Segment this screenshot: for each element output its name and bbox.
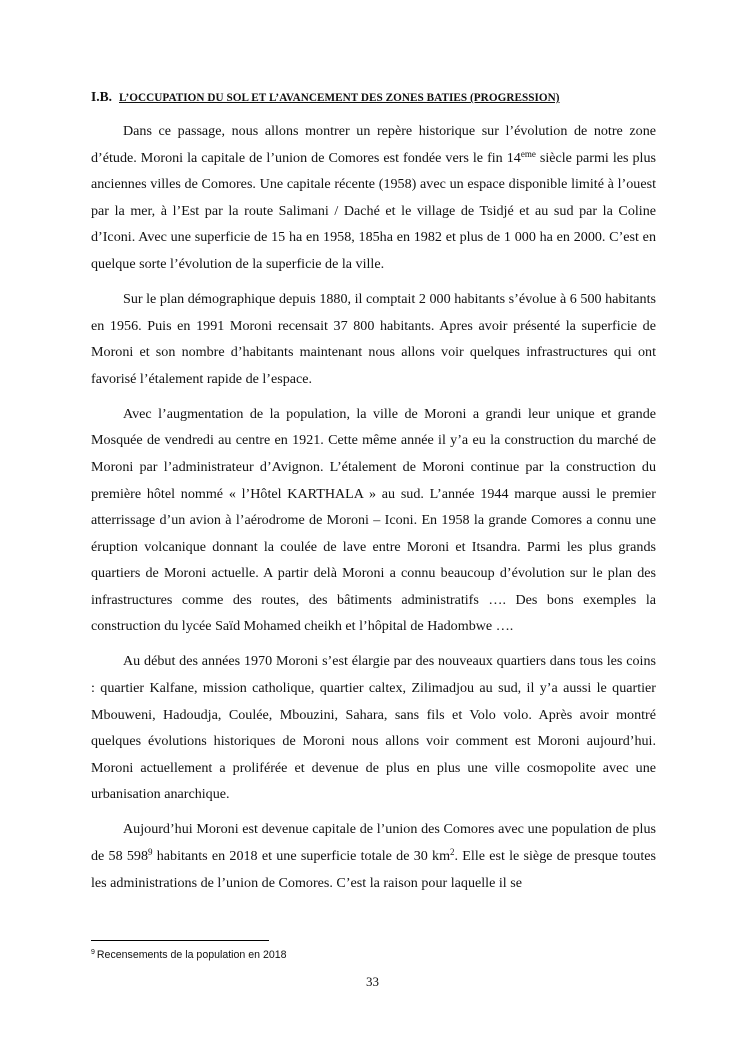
superscript-squared: 2 (450, 847, 455, 857)
paragraph-infrastructure: Avec l’augmentation de la population, la ville de Moroni a grandi leur unique et grande Mosquée de vendredi au centre en 1921. Cette même année il y’a eu la construction du marché de Moroni par l’administrateur d’Avignon. L’étalement de Moroni continue par la construction du première hôtel nommé « l’Hôtel KARTHALA » au sud. L’année 1944 marque aussi le premier atterrissage d’un avion à l’aérodrome de Moroni – Iconi. En 1958 la grande Comores a connu une éruption volcanique donnant la coulée de lave entre Moroni et Itsandra. Parmi les plus grands quartiers de Moroni actuelle. A partir delà Moroni a connu beaucoup d’évolution sur le plan des infrastructures comme des routes, des bâtiments administratifs …. Des bons exemples la construction du lycée Saïd Mohamed cheikh et l’hôpital de Hadombwe …. (91, 405, 656, 635)
superscript-eme: eme (520, 148, 536, 159)
paragraph-today-text-end: . Elle est le siège de presque toutes les administrations de l’union de Comores. C’est la raison pour laquelle il se (91, 848, 656, 891)
footnote-text: Recensements de la population en 2018 (96, 949, 287, 961)
paragraph-today-text: Aujourd’hui Moroni est devenue capitale de l’union des Comores avec une population de plus de 58 598 (91, 821, 656, 864)
page-number: 33 (366, 974, 379, 989)
paragraph-founding-text: Dans ce passage, nous allons montrer un repère historique sur l’évolution de notre zone d’étude. Moroni la capitale de l’union de Comores est fondée vers le fin 14 (91, 123, 656, 166)
paragraph-founding (91, 118, 656, 278)
footnote-separator (91, 940, 269, 941)
paragraph-demography: Sur le plan démographique depuis 1880, il comptait 2 000 habitants s’évolue à 6 500 habitants en 1956. Puis en 1991 Moroni recensait 37 800 habitants. Apres avoir présenté la superficie de Moroni et son nombre d’habitants maintenant nous allons voir quelques infrastructures qui ont favorisé l’étalement rapide de l’espace. (91, 290, 656, 387)
section-heading (91, 88, 661, 107)
footnote-reference: 9 (148, 847, 153, 857)
body-text (91, 118, 656, 905)
paragraph-today (91, 816, 656, 896)
paragraph-today-text-cont: habitants en 2018 et une superficie totale de 30 km (152, 848, 451, 864)
footnote-mark: 9 (91, 949, 95, 956)
section-number: I.B. (91, 89, 113, 104)
paragraph-founding-text-cont: siècle parmi les plus anciennes villes de Comores. Une capitale récente (1958) avec un espace disponible limité à l’ouest par la mer, à l’Est par la route Salimani / Daché et le village de Tsidjé et au sud par la Coline d’Iconi. Avec une superficie de 15 ha en 1958, 185ha en 1982 et plus de 1 000 ha en 2000. C’est en quelque sorte l’évolution de la superficie de la ville. (91, 149, 657, 272)
paragraph-quarters: Au début des années 1970 Moroni s’est élargie par des nouveaux quartiers dans tous les coins : quartier Kalfane, mission catholique, quartier caltex, Zilimadjou au sud, il y’a aussi le quartier Mbouweni, Hadoudja, Coulée, Mbouzini, Sahara, sans fils et Volo volo. Après avoir montré quelques évolutions historiques de Moroni nous allons voir comment est Moroni aujourd’hui. Moroni actuellement a proliférée et devenue de plus en plus une ville cosmopolite avec une urbanisation anarchique. (91, 653, 656, 803)
footnote (91, 948, 591, 962)
section-title: L’OCCUPATION DU SOL ET L’AVANCEMENT DES ZONES BATIES (PROGRESSION) (119, 92, 560, 104)
